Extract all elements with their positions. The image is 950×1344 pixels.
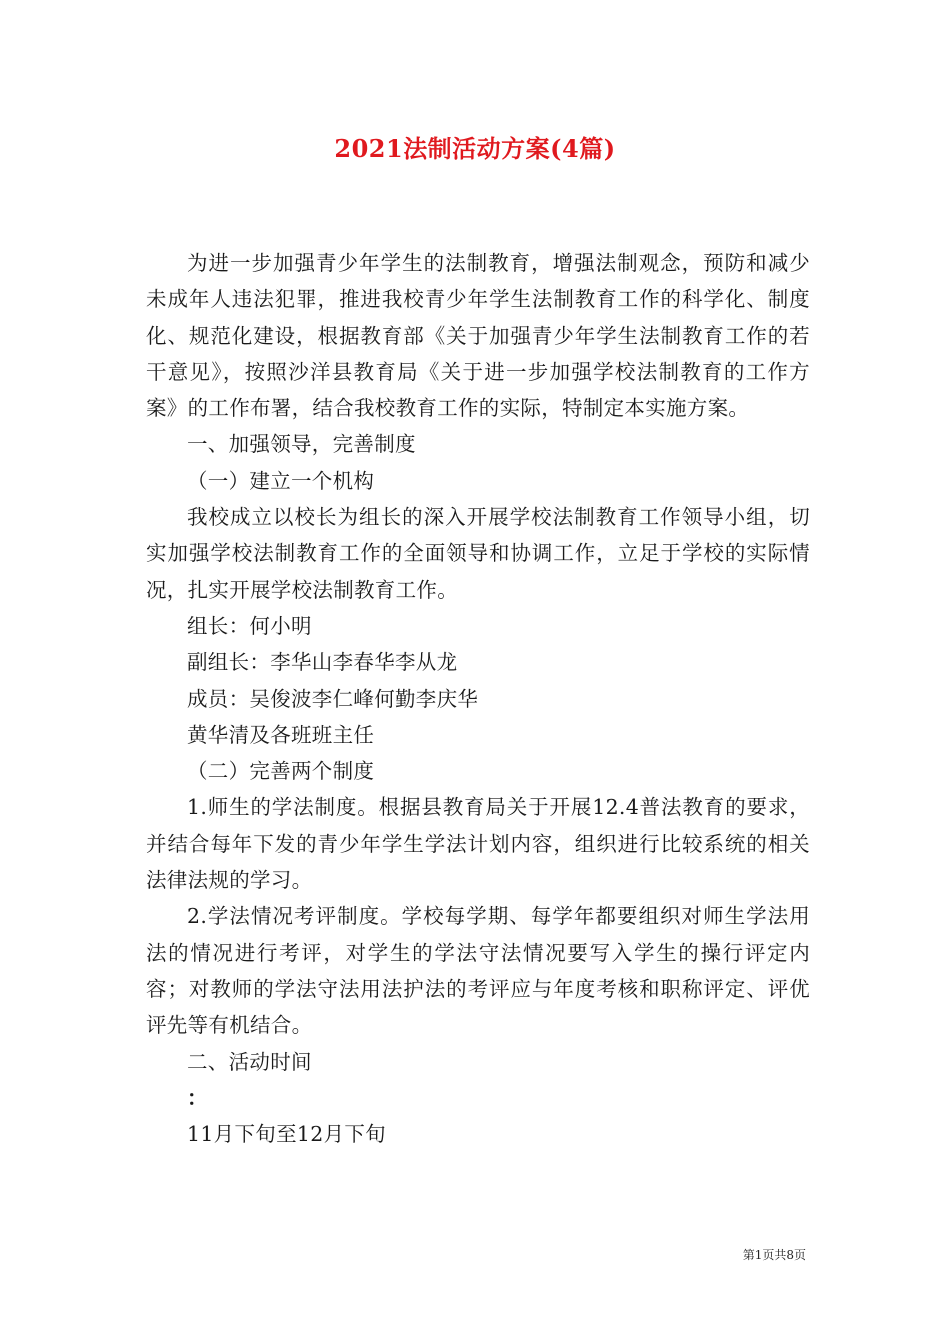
paragraph-members: 成员：吴俊波李仁峰何勤李庆华 bbox=[187, 686, 479, 711]
paragraph-members-continued: 黄华清及各班班主任 bbox=[187, 722, 375, 747]
paragraph-leadership-group: 我校成立以校长为组长的深入开展学校法制教育工作领导小组，切实加强学校法制教育工作的全面领导和协调工作，立足于学校的实际情况，扎实开展学校法制教育工作。 bbox=[146, 505, 810, 602]
paragraph-activity-time: 11月下旬至12月下旬 bbox=[187, 1122, 386, 1147]
page-number-footer: 第1页共8页 bbox=[742, 1248, 806, 1262]
paragraph-colon: ： bbox=[187, 1085, 208, 1110]
document-title: 2021法制活动方案(4篇) bbox=[334, 134, 616, 163]
paragraph-intro: 为进一步加强青少年学生的法制教育，增强法制观念，预防和减少未成年人违法犯罪，推进我校青少年学生法制教育工作的科学化、制度化、规范化建设，根据教育部《关于加强青少年学生法制教育工作的若干意见》，按照沙洋县教育局《关于进一步加强学校法制教育的工作方案》的工作布署，结合我校教育工作的实际，特制定本实施方案。 bbox=[146, 251, 810, 421]
heading-section-1: 一、加强领导，完善制度 bbox=[187, 432, 416, 457]
document-body bbox=[146, 245, 810, 1152]
heading-subsection-2: （二）完善两个制度 bbox=[187, 759, 375, 784]
paragraph-study-system: 1.师生的学法制度。根据县教育局关于开展12.4普法教育的要求，并结合每年下发的青少年学生学法计划内容，组织进行比较系统的相关法律法规的学习。 bbox=[146, 795, 810, 893]
paragraph-group-leader: 组长：何小明 bbox=[187, 613, 312, 638]
heading-section-2: 二、活动时间 bbox=[187, 1049, 312, 1074]
heading-subsection-1: （一）建立一个机构 bbox=[187, 468, 375, 493]
paragraph-deputy-leaders: 副组长：李华山李春华李从龙 bbox=[187, 650, 458, 675]
paragraph-evaluation-system: 2.学法情况考评制度。学校每学期、每学年都要组织对师生学法用法的情况进行考评，对学生的学法守法情况要写入学生的操行评定内容；对教师的学法守法用法护法的考评应与年度考核和职称评定、评优评先等有机结合。 bbox=[146, 904, 810, 1038]
